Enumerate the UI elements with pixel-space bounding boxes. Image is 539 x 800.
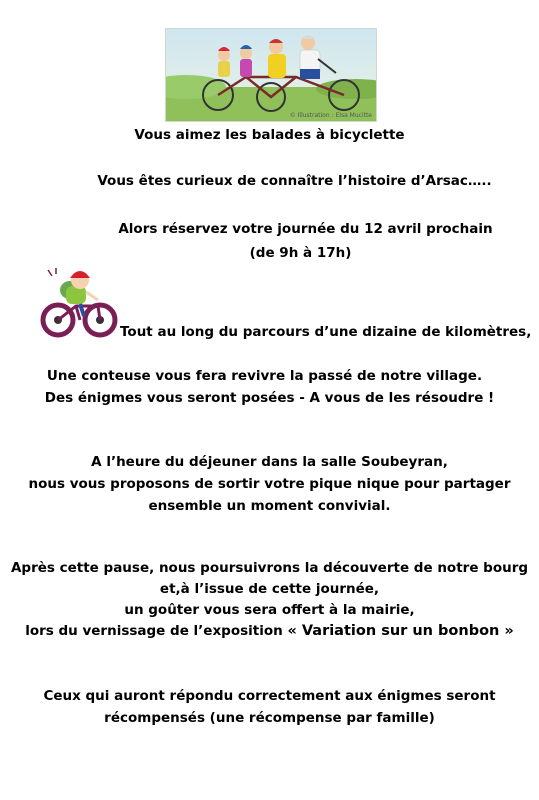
child-cyclist-illustration — [40, 268, 122, 340]
exhibition-title: « Variation sur un bonbon » — [287, 623, 514, 639]
storyteller-line: Une conteuse vous fera revivre la passé de notre village. — [46, 368, 483, 384]
exhibition-line — [0, 622, 539, 640]
headline-line-1: Vous aimez les balades à bicyclette — [134, 127, 405, 143]
lunch-line-3: ensemble un moment convivial. — [148, 498, 391, 514]
reward-line-2: récompensés (une récompense par famille) — [104, 710, 435, 726]
lunch-line-1: A l’heure du déjeuner dans la salle Soubeyran, — [91, 454, 448, 470]
route-line: Tout au long du parcours d’une dizaine de kilomètres, — [120, 324, 532, 340]
reward-line-1: Ceux qui auront répondu correctement aux énigmes seront — [43, 688, 496, 704]
afternoon-line-2: et,à l’issue de cette journée, — [159, 581, 380, 597]
date-line: Alors réservez votre journée du 12 avril prochain — [118, 221, 493, 237]
illustration-credit: © Illustration : Elsa Mucitte — [289, 112, 372, 119]
lunch-line-2: nous vous proposons de sortir votre pique nique pour partager — [28, 476, 511, 492]
family-tandem-illustration — [165, 28, 377, 122]
hours-line: (de 9h à 17h) — [249, 245, 352, 261]
afternoon-line-1: Après cette pause, nous poursuivrons la découverte de notre bourg — [10, 560, 529, 576]
riddles-line: Des énigmes vous seront posées - A vous de les résoudre ! — [44, 390, 495, 406]
afternoon-line-3: un goûter vous sera offert à la mairie, — [124, 602, 415, 618]
exhibition-intro: lors du vernissage de l’exposition — [25, 623, 288, 639]
headline-line-2: Vous êtes curieux de connaître l’histoire d’Arsac….. — [97, 173, 492, 189]
